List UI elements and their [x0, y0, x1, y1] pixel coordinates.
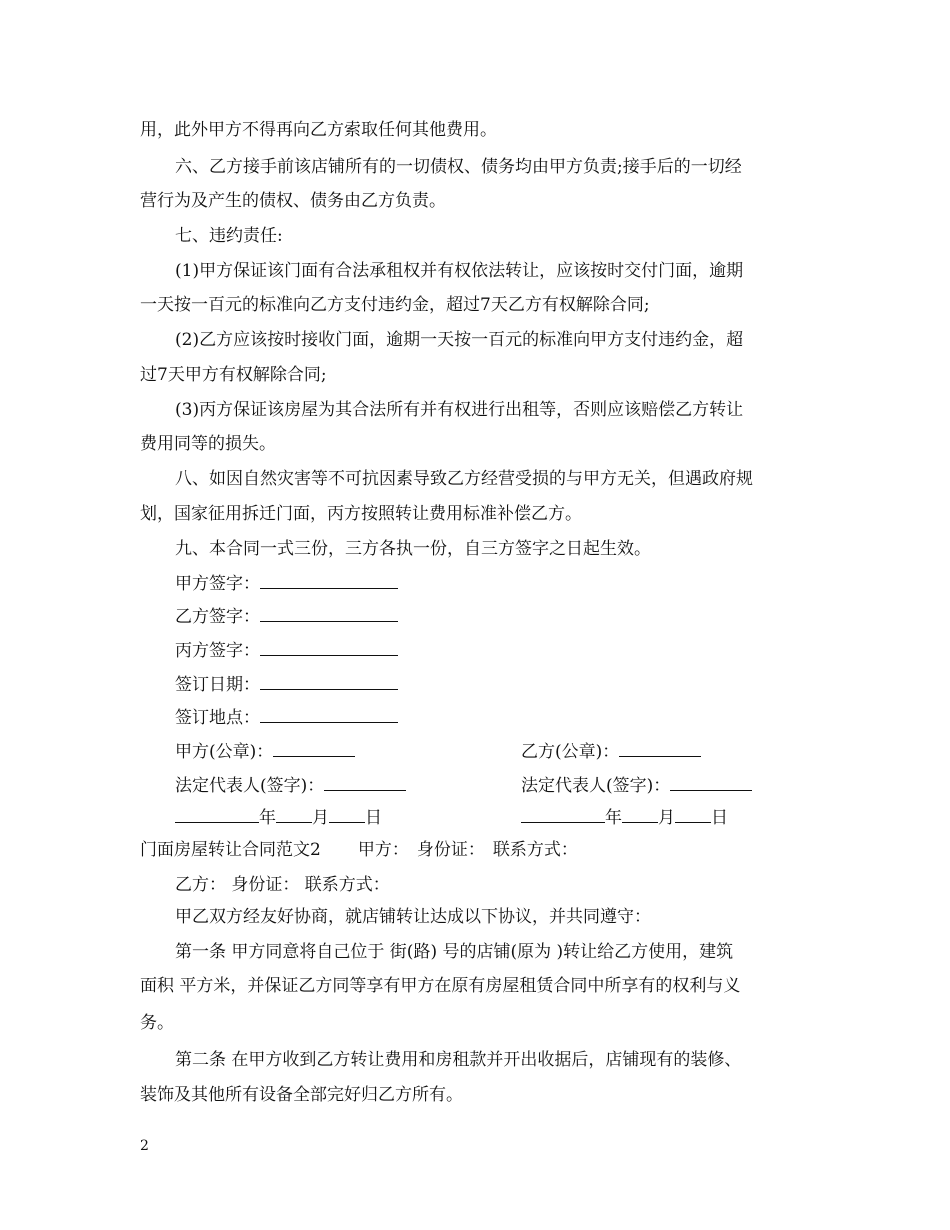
signature-label: 签订地点： [175, 708, 260, 728]
signature-field-party-a [175, 573, 398, 594]
signature-label: 签订日期： [175, 675, 260, 695]
paragraph-line: 用，此外甲方不得再向乙方索取任何其他费用。 [140, 120, 497, 140]
article-1-line: 务。 [140, 1013, 174, 1033]
year-label: 年 [605, 808, 622, 828]
paragraph-line: 八、如因自然灾害等不可抗因素导致乙方经营受损的与甲方无关，但遇政府规 [175, 469, 753, 489]
paragraph-line: 费用同等的损失。 [140, 434, 276, 454]
month-blank[interactable] [622, 807, 658, 823]
signature-label: 乙方签字： [175, 607, 260, 627]
seal-label: 甲方(公章)： [175, 742, 274, 762]
month-label: 月 [658, 808, 675, 828]
day-label: 日 [711, 808, 728, 828]
signature-blank[interactable] [260, 573, 398, 589]
signature-label: 甲方签字： [175, 574, 260, 594]
month-blank[interactable] [276, 807, 312, 823]
date-line-left [175, 807, 382, 828]
representative-blank[interactable] [324, 775, 406, 791]
year-blank[interactable] [521, 807, 605, 823]
party-b-line: 乙方： 身份证： 联系方式： [175, 875, 390, 895]
party-a-label: 甲方： [357, 840, 409, 860]
day-blank[interactable] [675, 807, 711, 823]
signature-blank[interactable] [260, 707, 398, 723]
signature-field-party-c [175, 640, 398, 661]
seal-right [521, 741, 701, 762]
signature-blank[interactable] [260, 640, 398, 656]
seal-blank[interactable] [619, 741, 701, 757]
seal-label: 乙方(公章)： [521, 742, 620, 762]
signing-place-field [175, 707, 398, 728]
agreement-intro: 甲乙双方经友好协商，就店铺转让达成以下协议，并共同遵守： [175, 907, 651, 927]
signing-date-field [175, 674, 398, 695]
representative-blank[interactable] [670, 775, 752, 791]
section-2-heading-line [140, 840, 578, 860]
paragraph-line: 七、违约责任: [175, 226, 283, 246]
section-2-title: 门面房屋转让合同范文2 [140, 840, 321, 860]
signature-label: 丙方签字： [175, 641, 260, 661]
year-label: 年 [259, 808, 276, 828]
year-blank[interactable] [175, 807, 259, 823]
id-card-label: 身份证： [416, 840, 485, 860]
representative-right [521, 775, 752, 796]
paragraph-line: (1)甲方保证该门面有合法承租权并有权依法转让，应该按时交付门面，逾期 [175, 261, 744, 281]
paragraph-line: 过7天甲方有权解除合同; [140, 365, 327, 385]
paragraph-line: (2)乙方应该按时接收门面，逾期一天按一百元的标准向甲方支付违约金，超 [175, 330, 744, 350]
day-label: 日 [365, 808, 382, 828]
article-2-line: 装饰及其他所有设备全部完好归乙方所有。 [140, 1085, 463, 1105]
page-number: 2 [140, 1138, 149, 1154]
paragraph-line: 营行为及产生的债权、债务由乙方负责。 [140, 191, 446, 211]
seal-left [175, 741, 355, 762]
article-1-line: 第一条 甲方同意将自己位于 街(路) 号的店铺(原为 )转让给乙方使用，建筑 [175, 942, 734, 962]
representative-label: 法定代表人(签字)： [521, 776, 671, 796]
article-2-line: 第二条 在甲方收到乙方转让费用和房租款并开出收据后，店铺现有的装修、 [175, 1050, 742, 1070]
paragraph-line: 九、本合同一式三份，三方各执一份，自三方签字之日起生效。 [175, 539, 651, 559]
representative-left [175, 775, 406, 796]
paragraph-line: 划，国家征用拆迁门面，丙方按照转让费用标准补偿乙方。 [140, 504, 582, 524]
signature-blank[interactable] [260, 674, 398, 690]
month-label: 月 [312, 808, 329, 828]
signature-field-party-b [175, 606, 398, 627]
contact-label: 联系方式： [492, 840, 578, 860]
day-blank[interactable] [329, 807, 365, 823]
article-1-line: 面积 平方米，并保证乙方同等享有甲方在原有房屋租赁合同中所享有的权利与义 [140, 976, 741, 996]
signature-blank[interactable] [260, 606, 398, 622]
seal-blank[interactable] [273, 741, 355, 757]
paragraph-line: 六、乙方接手前该店铺所有的一切债权、债务均由甲方负责;接手后的一切经 [175, 157, 742, 177]
paragraph-line: 一天按一百元的标准向乙方支付违约金，超过7天乙方有权解除合同; [140, 295, 650, 315]
date-line-right [521, 807, 728, 828]
representative-label: 法定代表人(签字)： [175, 776, 325, 796]
paragraph-line: (3)丙方保证该房屋为其合法所有并有权进行出租等，否则应该赔偿乙方转让 [175, 400, 744, 420]
